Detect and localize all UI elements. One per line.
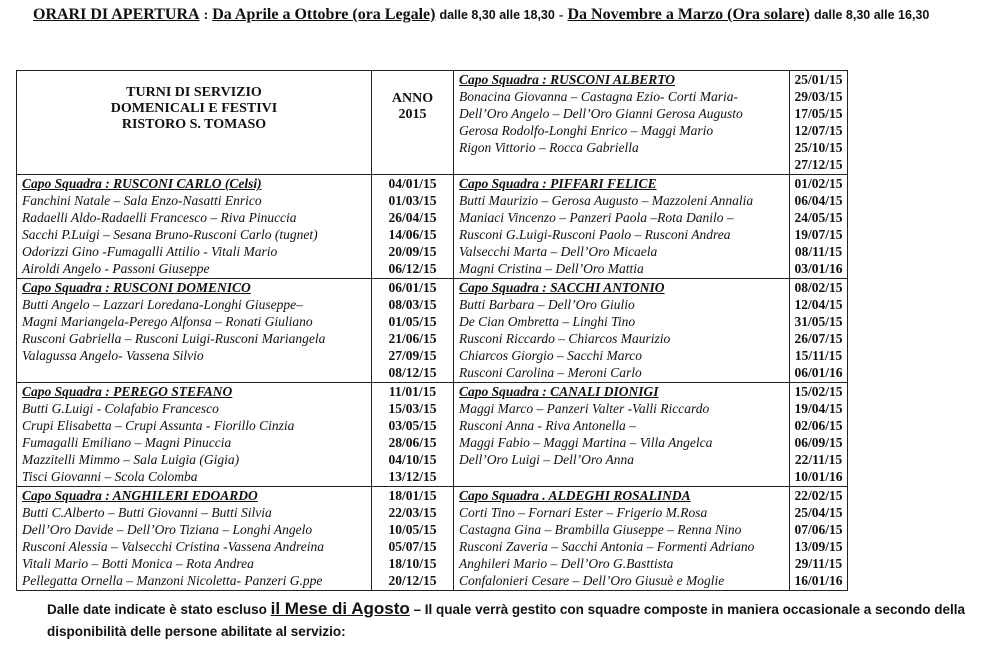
- shift-date: 12/07/15: [794, 123, 843, 138]
- table-title-line: TURNI DI SERVIZIO: [126, 85, 262, 100]
- shift-date: 26/07/15: [794, 331, 843, 346]
- team-members: Rusconi Carolina – Meroni Carlo: [459, 365, 642, 380]
- captain-name: Capo Squadra : SACCHI ANTONIO: [459, 280, 665, 295]
- right-group-cell: [454, 487, 790, 591]
- captain-name: Capo Squadra : CANALI DIONIGI: [459, 384, 659, 399]
- shift-date: 06/01/16: [794, 365, 843, 380]
- shift-date: 25/10/15: [794, 140, 843, 155]
- shift-date: 22/11/15: [794, 452, 843, 467]
- captain-name: Capo Squadra : PIFFARI FELICE: [459, 176, 657, 191]
- table-row: [17, 383, 848, 487]
- team-members: Odorizzi Gino -Fumagalli Attilio - Vitali Mario: [22, 244, 278, 259]
- table-row: [17, 71, 848, 175]
- left-dates-cell: [372, 279, 454, 383]
- shift-date: 22/03/15: [388, 505, 437, 520]
- shift-date: 31/05/15: [794, 314, 843, 329]
- right-dates-cell: [790, 279, 848, 383]
- team-members: Gerosa Rodolfo-Longhi Enrico – Maggi Mario: [459, 123, 714, 138]
- team-members: Vitali Mario – Botti Monica – Rota Andrea: [22, 556, 254, 571]
- shift-date: 13/12/15: [388, 469, 437, 484]
- shift-date: 04/01/15: [388, 176, 437, 191]
- table-row: [17, 487, 848, 591]
- shift-date: 08/11/15: [794, 244, 843, 259]
- shift-date: 06/12/15: [388, 261, 437, 276]
- shift-date: 04/10/15: [388, 452, 437, 467]
- captain-name: Capo Squadra : RUSCONI CARLO (Celsi): [22, 176, 262, 191]
- shift-date: 08/03/15: [388, 297, 437, 312]
- right-dates-cell: [790, 71, 848, 175]
- year-line: ANNO: [391, 91, 434, 106]
- left-dates-cell: [372, 487, 454, 591]
- winter-hours: dalle 8,30 alle 16,30: [813, 8, 930, 22]
- team-members: Maniaci Vincenzo – Panzeri Paola –Rota Danilo –: [459, 210, 734, 225]
- right-group-cell: [454, 279, 790, 383]
- header-colon: :: [203, 8, 209, 23]
- shift-date: 08/12/15: [388, 365, 437, 380]
- opening-hours-header: [33, 6, 998, 24]
- shift-table: [16, 70, 848, 591]
- shift-date: 01/03/15: [388, 193, 437, 208]
- shift-date: 13/09/15: [794, 539, 843, 554]
- right-group-cell: [454, 71, 790, 175]
- shift-date: 26/04/15: [388, 210, 437, 225]
- right-group-cell: [454, 383, 790, 487]
- winter-period: Da Novembre a Marzo (Ora solare): [567, 6, 810, 23]
- shift-date: 10/01/16: [794, 469, 843, 484]
- shift-date: 08/02/15: [794, 280, 843, 295]
- shift-date: 29/11/15: [794, 556, 843, 571]
- shift-date: 18/01/15: [388, 488, 437, 503]
- team-members: Butti G.Luigi - Colafabio Francesco: [22, 401, 219, 416]
- shift-date: 02/06/15: [794, 418, 843, 433]
- team-members: Crupi Elisabetta – Crupi Assunta - Fiorillo Cinzia: [22, 418, 295, 433]
- shift-date: 15/02/15: [794, 384, 843, 399]
- header-dash: -: [558, 8, 564, 23]
- table-title-line: DOMENICALI E FESTIVI: [110, 101, 278, 116]
- summer-hours: dalle 8,30 alle 18,30: [439, 8, 555, 22]
- team-members: Butti C.Alberto – Butti Giovanni – Butti Silvia: [22, 505, 272, 520]
- table-row: [17, 175, 848, 279]
- captain-name: Capo Squadra : PEREGO STEFANO: [22, 384, 233, 399]
- table-title-line: RISTORO S. TOMASO: [121, 117, 267, 132]
- year-header: [372, 71, 454, 175]
- shift-date: 16/01/16: [794, 573, 843, 588]
- team-members: De Cian Ombretta – Linghi Tino: [459, 314, 636, 329]
- table-row: [17, 279, 848, 383]
- captain-name: Capo Squadra : RUSCONI ALBERTO: [459, 72, 676, 87]
- shift-date: 03/01/16: [794, 261, 843, 276]
- captain-name: Capo Squadra . ALDEGHI ROSALINDA: [459, 488, 691, 503]
- team-members: Corti Tino – Fornari Ester – Frigerio M.Rosa: [459, 505, 708, 520]
- team-members: Confalonieri Cesare – Dell’Oro Giusuè e Moglie: [459, 573, 725, 588]
- team-members: Dell’Oro Luigi – Dell’Oro Anna: [459, 452, 634, 467]
- table-title: [17, 71, 372, 175]
- shift-date: 25/04/15: [794, 505, 843, 520]
- captain-name: Capo Squadra : RUSCONI DOMENICO: [22, 280, 251, 295]
- shift-date: 17/05/15: [794, 106, 843, 121]
- team-members: Rusconi Anna - Riva Antonella –: [459, 418, 636, 433]
- august-note: [47, 598, 987, 643]
- shift-date: 10/05/15: [388, 522, 437, 537]
- left-dates-cell: [372, 175, 454, 279]
- team-members: Rusconi Riccardo – Chiarcos Maurizio: [459, 331, 671, 346]
- shift-date: 19/07/15: [794, 227, 843, 242]
- august-note-prefix: Dalle date indicate è stato escluso: [47, 602, 267, 617]
- shift-date: 20/12/15: [388, 573, 437, 588]
- shift-date: 07/06/15: [794, 522, 843, 537]
- team-members: Dell’Oro Davide – Dell’Oro Tiziana – Longhi Angelo: [22, 522, 313, 537]
- team-members: Maggi Marco – Panzeri Valter -Valli Riccardo: [459, 401, 710, 416]
- shift-date: 27/12/15: [794, 157, 843, 172]
- team-members: Airoldi Angelo - Passoni Giuseppe: [22, 261, 210, 276]
- team-members: Magni Cristina – Dell’Oro Mattia: [459, 261, 644, 276]
- shift-date: 05/07/15: [388, 539, 437, 554]
- shift-date: 19/04/15: [794, 401, 843, 416]
- shift-date: 22/02/15: [794, 488, 843, 503]
- team-members: Anghileri Mario – Dell’Oro G.Basttista: [459, 556, 674, 571]
- left-group-cell: [17, 383, 372, 487]
- team-members: Rigon Vittorio – Rocca Gabriella: [459, 140, 639, 155]
- team-members: Pellegatta Ornella – Manzoni Nicoletta- Panzeri G.ppe: [22, 573, 323, 588]
- shift-date: 15/11/15: [794, 348, 843, 363]
- shift-date: 06/09/15: [794, 435, 843, 450]
- right-dates-cell: [790, 383, 848, 487]
- summer-period: Da Aprile a Ottobre (ora Legale): [212, 6, 436, 23]
- shift-date: 18/10/15: [388, 556, 437, 571]
- shift-date: 03/05/15: [388, 418, 437, 433]
- shift-date: 06/01/15: [388, 280, 437, 295]
- shift-date: 29/03/15: [794, 89, 843, 104]
- left-group-cell: [17, 175, 372, 279]
- shift-date: 06/04/15: [794, 193, 843, 208]
- team-members: Fanchini Natale – Sala Enzo-Nasatti Enrico: [22, 193, 262, 208]
- august-note-suffix: – Il quale verrà gestito con squadre composte in maniera occasionale a secondo della disponibilità delle persone abilitate al servizio:: [47, 602, 965, 639]
- left-group-cell: [17, 487, 372, 591]
- team-members: Butti Barbara – Dell’Oro Giulio: [459, 297, 635, 312]
- team-members: Valagussa Angelo- Vassena Silvio: [22, 348, 204, 363]
- team-members: Maggi Fabio – Maggi Martina – Villa Angelca: [459, 435, 713, 450]
- team-members: Dell’Oro Angelo – Dell’Oro Gianni Gerosa Augusto: [459, 106, 743, 121]
- left-dates-cell: [372, 383, 454, 487]
- shift-date: 01/02/15: [794, 176, 843, 191]
- team-members: Rusconi G.Luigi-Rusconi Paolo – Rusconi Andrea: [459, 227, 731, 242]
- shift-date: 25/01/15: [794, 72, 843, 87]
- team-members: Rusconi Alessia – Valsecchi Cristina -Vassena Andreina: [22, 539, 324, 554]
- team-members: Bonacina Giovanna – Castagna Ezio- Corti Maria-: [459, 89, 738, 104]
- shift-date: 12/04/15: [794, 297, 843, 312]
- team-members: Rusconi Zaveria – Sacchi Antonia – Formenti Adriano: [459, 539, 755, 554]
- captain-name: Capo Squadra : ANGHILERI EDOARDO: [22, 488, 258, 503]
- year-line: 2015: [398, 107, 427, 122]
- shift-date: 15/03/15: [388, 401, 437, 416]
- shift-date: 20/09/15: [388, 244, 437, 259]
- shift-date: 28/06/15: [388, 435, 437, 450]
- team-members: Magni Mariangela-Perego Alfonsa – Ronati Giuliano: [22, 314, 313, 329]
- team-members: Chiarcos Giorgio – Sacchi Marco: [459, 348, 642, 363]
- right-dates-cell: [790, 175, 848, 279]
- team-members: Rusconi Gabriella – Rusconi Luigi-Rusconi Mariangela: [22, 331, 326, 346]
- august-highlight: il Mese di Agosto: [270, 599, 410, 618]
- left-group-cell: [17, 279, 372, 383]
- shift-date: 27/09/15: [388, 348, 437, 363]
- team-members: Sacchi P.Luigi – Sesana Bruno-Rusconi Carlo (tugnet): [22, 227, 318, 242]
- shift-date: 24/05/15: [794, 210, 843, 225]
- shift-date: 14/06/15: [388, 227, 437, 242]
- team-members: Butti Angelo – Lazzari Loredana-Longhi Giuseppe–: [22, 297, 303, 312]
- team-members: Valsecchi Marta – Dell’Oro Micaela: [459, 244, 658, 259]
- right-group-cell: [454, 175, 790, 279]
- team-members: Fumagalli Emiliano – Magni Pinuccia: [22, 435, 232, 450]
- team-members: Mazzitelli Mimmo – Sala Luigia (Gigia): [22, 452, 240, 467]
- right-dates-cell: [790, 487, 848, 591]
- shift-date: 01/05/15: [388, 314, 437, 329]
- opening-hours-title: ORARI DI APERTURA: [33, 6, 200, 23]
- team-members: Radaelli Aldo-Radaelli Francesco – Riva Pinuccia: [22, 210, 297, 225]
- team-members: Tisci Giovanni – Scola Colomba: [22, 469, 198, 484]
- shift-date: 21/06/15: [388, 331, 437, 346]
- team-members: Castagna Gina – Brambilla Giuseppe – Renna Nino: [459, 522, 742, 537]
- shift-date: 11/01/15: [388, 384, 437, 399]
- team-members: Butti Maurizio – Gerosa Augusto – Mazzoleni Annalia: [459, 193, 754, 208]
